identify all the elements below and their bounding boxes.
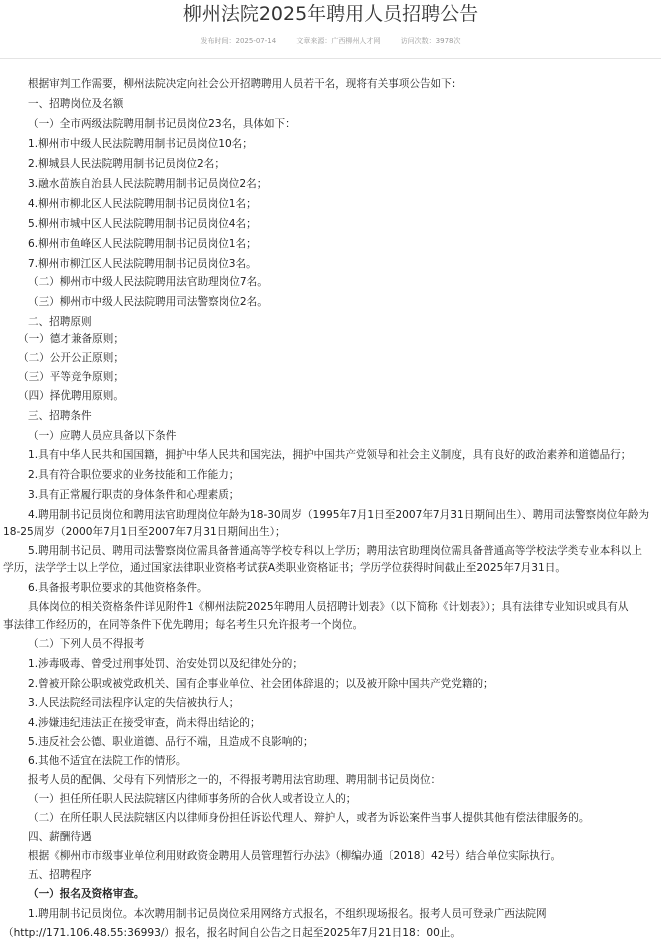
list-item: 4.涉嫌违纪违法正在接受审查，尚未得出结论的； [28,717,261,729]
list-item: （二）公开公正原则； [18,352,124,364]
view-count: 访问次数：3978次 [400,37,461,45]
list-item: 1.柳州市中级人民法院聘用制书记员岗位10名； [28,138,253,150]
paragraph: 报考人员的配偶、父母有下列情形之一的，不得报考聘用法官助理、聘用制书记员岗位： [28,774,442,786]
list-item: 2.具有符合职位要求的业务技能和工作能力； [28,469,240,481]
list-item: （四）择优聘用原则。 [18,390,124,402]
list-item-continuation: 学历，法学学士以上学位，通过国家法律职业资格考试获A类职业资格证书；学历学位获得时间截止至2025年7月31日。 [3,562,566,574]
list-item: 5.柳州市城中区人民法院聘用制书记员岗位4名； [28,218,257,230]
paragraph: （二）柳州市中级人民法院聘用法官助理岗位7名。 [28,276,268,288]
section-heading: 二、招聘原则 [28,316,92,328]
list-item: 5.违反社会公德、职业道德、品行不端，且造成不良影响的； [28,736,314,748]
list-item: 4.聘用制书记员岗位和聘用法官助理岗位年龄为18-30周岁（1995年7月1日至2007年7月31日期间出生）、聘用司法警察岗位年龄为 [28,509,650,521]
list-item-continuation: （http://171.106.48.55:36993/）报名，报名时间自公告之日起至2025年7月21日18：00止。 [3,927,461,939]
list-item: （一）德才兼备原则； [18,333,124,345]
list-item: 5.聘用制书记员、聘用司法警察岗位需具备普通高等学校专科以上学历；聘用法官助理岗位需具备普通高等学校法学类专业本科以上 [28,545,642,557]
list-item: 6.其他不适宜在法院工作的情形。 [28,755,187,767]
page-title: 柳州法院2025年聘用人员招聘公告 [182,3,479,25]
list-item: （一）担任所任职人民法院辖区内律师事务所的合伙人或者设立人的； [28,793,357,805]
paragraph: 根据《柳州市市级事业单位利用财政资金聘用人员管理暂行办法》（柳编办通〔2018〕42号）结合单位实际执行。 [28,850,562,862]
list-item: 2.曾被开除公职或被党政机关、国有企事业单位、社会团体辞退的；以及被开除中国共产党党籍的； [28,678,494,690]
paragraph-intro: 根据审判工作需要，柳州法院决定向社会公开招聘聘用人员若干名，现将有关事项公告如下: [28,78,456,90]
list-item-continuation: 18-25周岁（2000年7月1日至2007年7月31日期间出生）； [3,526,286,538]
list-item: 4.柳州市柳北区人民法院聘用制书记员岗位1名； [28,198,257,210]
list-item: 3.具有正常履行职责的身体条件和心理素质； [28,489,240,501]
list-item: 6.具备报考职位要求的其他资格条件。 [28,582,208,594]
list-item: 2.柳城县人民法院聘用制书记员岗位2名； [28,158,225,170]
list-item: 6.柳州市鱼峰区人民法院聘用制书记员岗位1名； [28,238,257,250]
article-meta [0,36,661,46]
paragraph: （一）应聘人员应具备以下条件 [28,430,177,442]
subsection-heading: （一）报名及资格审查。 [28,888,145,900]
publish-time: 发布时间：2025-07-14 [200,37,277,45]
article-source: 文章来源：广西柳州人才网 [296,37,381,45]
list-item: 3.人民法院经司法程序认定的失信被执行人； [28,697,240,709]
paragraph-continuation: 事法律工作经历的，在同等条件下优先聘用；每名考生只允许报考一个岗位。 [3,619,364,631]
title-divider [0,58,661,59]
list-item: （三）平等竞争原则； [18,371,124,383]
paragraph: 具体岗位的相关资格条件详见附件1《柳州法院2025年聘用人员招聘计划表》（以下简称《计划表》）；具有法律专业知识或具有从 [28,601,629,613]
list-item: 1.聘用制书记员岗位。本次聘用制书记员岗位采用网络方式报名，不组织现场报名。报考人员可登录广西法院网 [28,908,547,920]
section-heading: 三、招聘条件 [28,410,92,422]
list-item: （二）在所任职人民法院辖区内以律师身份担任诉讼代理人、辩护人，或者为诉讼案件当事人提供其他有偿法律服务的。 [28,812,590,824]
list-item: 1.具有中华人民共和国国籍，拥护中华人民共和国宪法，拥护中国共产党领导和社会主义制度，具有良好的政治素养和道德品行； [28,449,632,461]
section-heading: 一、招聘岗位及名额 [28,98,124,110]
section-heading: 四、薪酬待遇 [28,831,92,843]
section-heading: 五、招聘程序 [28,869,92,881]
list-item: 3.融水苗族自治县人民法院聘用制书记员岗位2名； [28,178,268,190]
list-item: 7.柳州市柳江区人民法院聘用制书记员岗位3名。 [28,258,257,270]
list-item: 1.涉毒吸毒、曾受过刑事处罚、治安处罚以及纪律处分的； [28,658,303,670]
paragraph: （二）下列人员不得报考 [28,638,145,650]
paragraph: （三）柳州市中级人民法院聘用司法警察岗位2名。 [28,296,268,308]
paragraph: （一）全市两级法院聘用制书记员岗位23名，具体如下： [28,118,296,130]
